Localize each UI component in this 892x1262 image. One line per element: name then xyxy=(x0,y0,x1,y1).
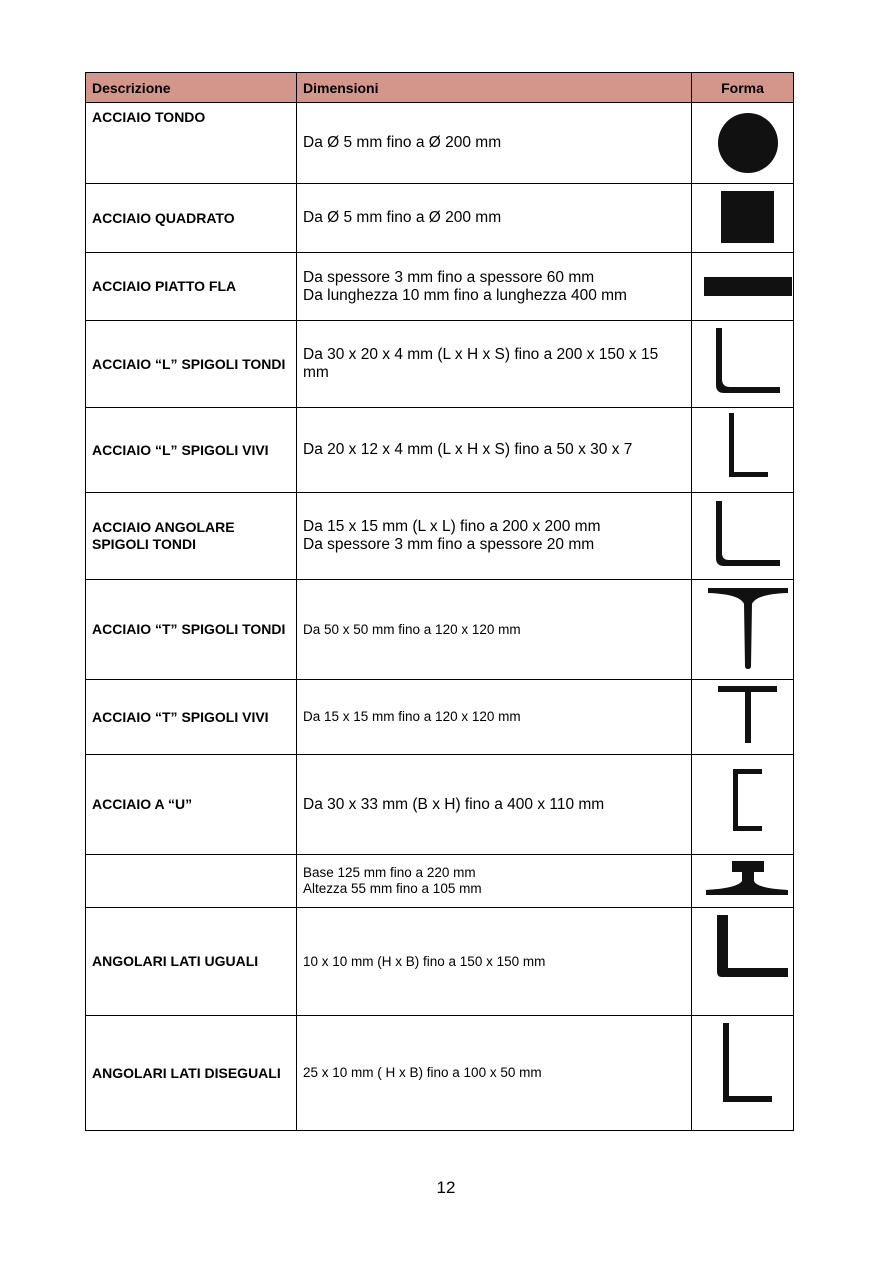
table-row xyxy=(86,680,794,755)
row-dimensions xyxy=(297,493,692,580)
row-description: ACCIAIO A “U” xyxy=(86,755,297,855)
dimension-line: Da 20 x 12 x 4 mm (L x H x S) fino a 50 x 30 x 7 xyxy=(303,441,633,458)
row-dimensions xyxy=(297,755,692,855)
profiles-table xyxy=(85,72,794,1131)
rail-profile-icon xyxy=(698,855,800,907)
round-bar-icon xyxy=(698,103,800,183)
dimension-line: Da Ø 5 mm fino a Ø 200 mm xyxy=(303,134,502,151)
row-description: ACCIAIO “L” SPIGOLI VIVI xyxy=(86,408,297,493)
table-row xyxy=(86,580,794,680)
row-dimensions xyxy=(297,408,692,493)
row-shape xyxy=(692,253,794,321)
page-number: 12 xyxy=(436,1178,456,1197)
row-shape xyxy=(692,755,794,855)
row-description xyxy=(86,855,297,908)
table-row xyxy=(86,493,794,580)
table-row xyxy=(86,321,794,408)
l-profile-sharp-edges-icon xyxy=(698,408,800,492)
dimension-line: Da 50 x 50 mm fino a 120 x 120 mm xyxy=(303,621,521,637)
row-description: ACCIAIO “L” SPIGOLI TONDI xyxy=(86,321,297,408)
dimension-line: Da 30 x 20 x 4 mm (L x H x S) fino a 200 x 150 x 15 mm xyxy=(303,346,659,381)
row-description: ACCIAIO QUADRATO xyxy=(86,184,297,253)
table-row xyxy=(86,184,794,253)
l-profile-round-edges-icon xyxy=(698,321,800,407)
angle-profile-round-edges-icon xyxy=(698,493,800,579)
dimension-line: Da spessore 3 mm fino a spessore 60 mm xyxy=(303,268,595,286)
row-description: ACCIAIO “T” SPIGOLI TONDI xyxy=(86,580,297,680)
row-shape xyxy=(692,680,794,755)
row-description: ACCIAIO PIATTO FLA xyxy=(86,253,297,321)
t-profile-sharp-edges-icon xyxy=(698,680,800,754)
dimension-line: 25 x 10 mm ( H x B) fino a 100 x 50 mm xyxy=(303,1065,542,1080)
table-row xyxy=(86,1016,794,1131)
row-dimensions xyxy=(297,184,692,253)
row-shape xyxy=(692,184,794,253)
header-shape: Forma xyxy=(692,73,794,103)
table-row xyxy=(86,908,794,1016)
t-profile-round-edges-icon xyxy=(698,580,800,679)
dimension-line: Base 125 mm fino a 220 mm xyxy=(303,865,476,880)
row-shape xyxy=(692,493,794,580)
dimension-line: Altezza 55 mm fino a 105 mm xyxy=(303,881,482,896)
row-shape xyxy=(692,580,794,680)
row-dimensions xyxy=(297,253,692,321)
row-description: ACCIAIO TONDO xyxy=(86,103,297,184)
row-shape xyxy=(692,408,794,493)
table-row xyxy=(86,755,794,855)
equal-angle-icon xyxy=(698,908,800,1015)
row-description: ACCIAIO ANGOLARE SPIGOLI TONDI xyxy=(86,493,297,580)
u-channel-icon xyxy=(698,755,800,854)
row-dimensions xyxy=(297,1016,692,1131)
table-row xyxy=(86,103,794,184)
row-shape xyxy=(692,1016,794,1131)
row-description: ACCIAIO “T” SPIGOLI VIVI xyxy=(86,680,297,755)
dimension-line: 10 x 10 mm (H x B) fino a 150 x 150 mm xyxy=(303,953,546,969)
row-dimensions xyxy=(297,908,692,1016)
dimension-line: Da 15 x 15 mm fino a 120 x 120 mm xyxy=(303,709,521,724)
flat-bar-icon xyxy=(698,254,800,320)
dimension-line: Da spessore 3 mm fino a spessore 20 mm xyxy=(303,536,595,553)
row-shape xyxy=(692,321,794,408)
header-description: Descrizione xyxy=(86,73,297,103)
header-dimensions: Dimensioni xyxy=(297,73,692,103)
table-row xyxy=(86,408,794,493)
row-shape xyxy=(692,855,794,908)
table-header-row xyxy=(86,73,794,103)
row-description: ANGOLARI LATI DISEGUALI xyxy=(86,1016,297,1131)
row-description: ANGOLARI LATI UGUALI xyxy=(86,908,297,1016)
row-dimensions xyxy=(297,321,692,408)
row-dimensions xyxy=(297,103,692,184)
unequal-angle-icon xyxy=(698,1016,800,1130)
row-shape xyxy=(692,103,794,184)
row-dimensions xyxy=(297,580,692,680)
square-bar-icon xyxy=(698,184,800,252)
dimension-line: Da 15 x 15 mm (L x L) fino a 200 x 200 mm xyxy=(303,518,601,535)
table-row xyxy=(86,855,794,908)
dimension-line: Da 30 x 33 mm (B x H) fino a 400 x 110 mm xyxy=(303,795,605,813)
table-row xyxy=(86,253,794,321)
row-dimensions xyxy=(297,855,692,908)
row-shape xyxy=(692,908,794,1016)
dimension-line: Da Ø 5 mm fino a Ø 200 mm xyxy=(303,209,502,226)
dimension-line: Da lunghezza 10 mm fino a lunghezza 400 mm xyxy=(303,286,627,304)
row-dimensions xyxy=(297,680,692,755)
